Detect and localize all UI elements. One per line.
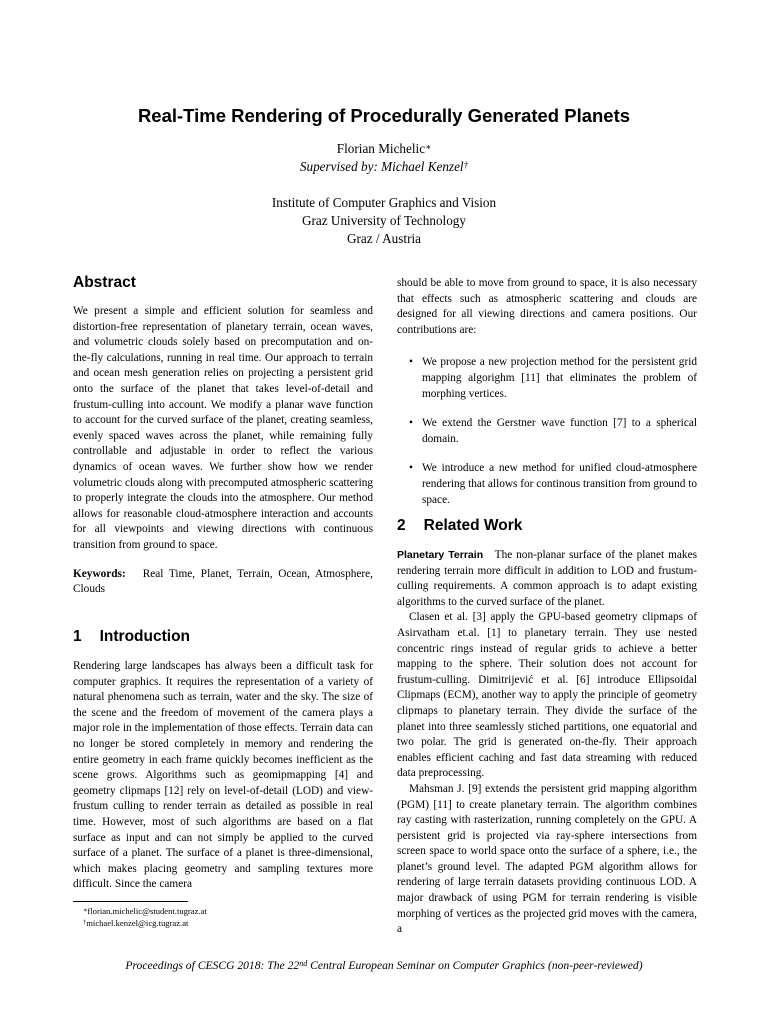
supervisor-line xyxy=(0,158,768,176)
abstract-body: We present a simple and efficient solution for seamless and distortion-free representation of planetary terrain, ocean waves, and volumetric clouds solely based on precomputation and on-the-fly calculations, running in real time. Our approach to terrain and ocean mesh generation relies on projecting a persistent grid onto the surface of the planet that takes level-of-detail and frustum-culling into account. We modify a planar wave function to account for the curved surface of the planet, creating seamless, evenly spaced waves across the planet, while remaining fully controllable and adjustable in order to reflect the various dynamics of ocean waves. We further show how we render volumetric clouds along with precomputed atmospheric scattering to properly integrate the clouds into the atmosphere. Our method allows for reasonable cloud-atmosphere interaction and accounts for all viewpoints and viewing directions with continuous transition from ground to space. xyxy=(73,305,373,551)
supervisor-footnote-mark: † xyxy=(463,160,469,170)
footnote-text: florian.michelic@student.tugraz.at xyxy=(87,906,207,916)
list-item-text: We propose a new projection method for the persistent grid mapping algorighm [11] that eliminates the problem of morphing vertices. xyxy=(422,356,697,400)
section-title: Introduction xyxy=(99,628,191,645)
abstract-section xyxy=(73,304,373,598)
list-item xyxy=(397,355,697,402)
footnote-rule xyxy=(73,901,188,902)
introduction-text xyxy=(73,659,373,893)
affiliation-line: Graz / Austria xyxy=(347,231,421,246)
introduction-continued xyxy=(397,276,697,522)
footnote-mark: ∗ xyxy=(83,907,88,914)
related-paragraph: Clasen et al. [3] apply the GPU-based geometry clipmaps of Asirvatham et.al. [1] to planetary terrain. They use nested concentric rings instead of regular grids to achieve a better mapping to the sphere. Their solution does not account for frustum-culling. Dimitrijević et al. [6] introduce Ellipsoidal Clipmaps (ECM), another way to apply the principle of geometry clipmaps to planetary terrain. They divide the surface of the planet into three seamlessly stiched partitions, one equatorial and two polar. The grid is generated on-the-fly. Their approach enables efficient caching and fast data streaming with reduced data preprocessing. xyxy=(397,611,697,780)
bullet-icon: • xyxy=(409,462,413,475)
bullet-icon: • xyxy=(409,356,413,369)
author-line xyxy=(0,140,768,158)
footnote-mark: † xyxy=(83,919,87,926)
footer-text-start: Proceedings of CESCG 2018: The 22 xyxy=(125,959,300,972)
footer-ordinal-sup: nd xyxy=(299,959,308,968)
list-item xyxy=(397,461,697,508)
bullet-icon: • xyxy=(409,417,413,430)
section-number: 1 xyxy=(73,628,82,645)
related-paragraph xyxy=(397,548,697,610)
list-item-text: We extend the Gerstner wave function [7] to a spherical domain. xyxy=(422,417,697,445)
footnote-item xyxy=(73,905,373,917)
related-work-text xyxy=(397,548,697,938)
affiliation-line: Institute of Computer Graphics and Vision xyxy=(271,195,497,210)
subsection-runin-heading: Planetary Terrain xyxy=(397,549,484,561)
related-paragraph: Mahsman J. [9] extends the persistent grid mapping algorithm (PGM) [11] to create planetary terrain. The algorithm combines ray casting with rasterization, running completely on the GPU. A persistent grid is projected via ray-sphere intersections from screen space to world space onto the surface of a sphere, i.e., the planet’s ground level. The adapted PGM algorithm allows for rendering of large terrain datasets providing continuous LOD. A major drawback of using PGM for terrain rendering is visible morphing of vertices as the projected grid moves with the camera, a xyxy=(397,782,697,936)
section-heading-related-work xyxy=(397,516,522,536)
section-heading-introduction xyxy=(73,627,190,647)
keywords-text: Real Time, Planet, Terrain, Ocean, Atmosphere, Clouds xyxy=(73,567,373,596)
footnote-text: michael.kenzel@icg.tugraz.at xyxy=(86,918,189,928)
footer-text-end: Central European Seminar on Computer Graphics (non-peer-reviewed) xyxy=(307,959,643,972)
proceedings-footer xyxy=(0,958,768,974)
keywords-line xyxy=(73,567,373,598)
intro-paragraph: Rendering large landscapes has always been a difficult task for computer graphics. It requires the representation of a variety of natural phenomena such as terrain, water and the sky. The size of the scene and the freedom of movement of the camera plays a major role in the implementation of those effects. Terrain data can no longer be stored completely in memory and rendering the entire geometry in each frame quickly becomes inefficient as the scene grows. Algorithms such as geomipmapping [4] and geometry clipmaps [12] rely on level-of-detail (LOD) and view-frustum culling to render terrain as detailed as possible in real time. However, most of such algorithms are based on a flat surface as input and can not simply be applied to the curved surface of a planet. The surface of a planet is three-dimensional, which makes placing geometry and sampling textures more difficult. Since the camera xyxy=(73,660,373,891)
section-title: Related Work xyxy=(423,517,523,534)
intro-continued-paragraph: should be able to move from ground to space, it is also necessary that effects such as atmospheric scattering and clouds are designed for all viewing directions and camera positions. Our contributions are: xyxy=(397,277,697,336)
footnote-item xyxy=(73,917,373,929)
author-footnote-mark: ∗ xyxy=(425,142,432,152)
abstract-heading: Abstract xyxy=(73,274,136,291)
affiliation-block xyxy=(0,194,768,248)
paper-title: Real-Time Rendering of Procedurally Generated Planets xyxy=(137,105,631,126)
supervisor-name: Supervised by: Michael Kenzel xyxy=(299,159,464,174)
affiliation-line: Graz University of Technology xyxy=(302,213,466,228)
author-block xyxy=(0,140,768,176)
list-item xyxy=(397,416,697,447)
author-name: Florian Michelic xyxy=(336,141,426,156)
footnotes xyxy=(73,905,373,929)
related-paragraph-text: The non-planar surface of the planet makes rendering terrain more difficult in addition to LOD and frustum-culling requirements. A common approach is to adapt existing algorithms to the curved surface of the planet. xyxy=(397,549,697,608)
keywords-label: Keywords: xyxy=(73,567,126,580)
section-number: 2 xyxy=(397,517,406,534)
contributions-list xyxy=(397,355,697,508)
list-item-text: We introduce a new method for unified cloud-atmosphere rendering that allows for continous transition from ground to space. xyxy=(422,462,697,506)
